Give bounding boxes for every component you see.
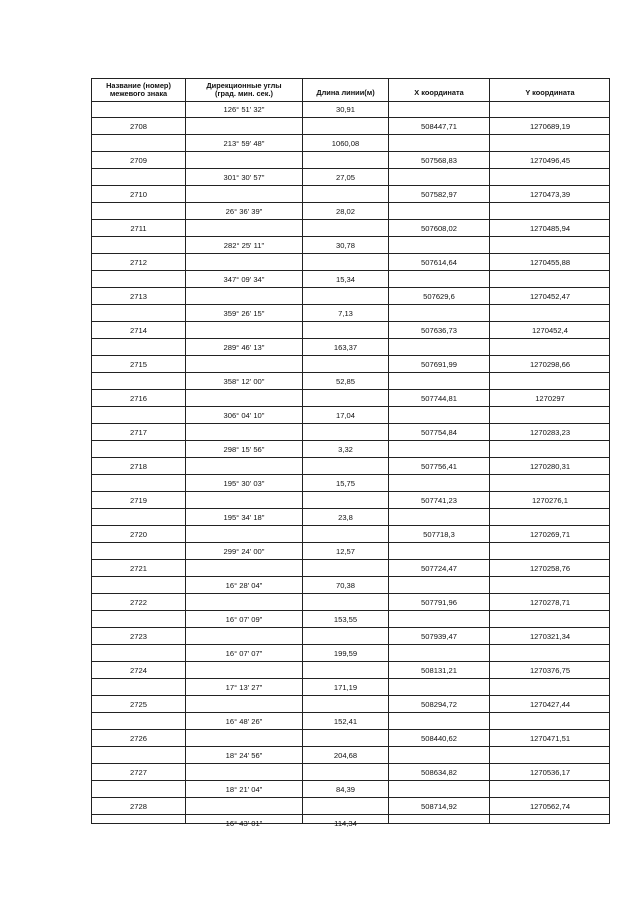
segment-row: [92, 305, 609, 322]
segment-row: [92, 781, 609, 798]
x-cell: 507791,96: [421, 597, 457, 607]
y-cell: 1270376,75: [529, 665, 571, 675]
point-name-cell: 2718: [130, 461, 147, 471]
point-name-cell: 2708: [130, 121, 147, 131]
point-name-cell: 2717: [130, 427, 147, 437]
angle-cell: 195° 30' 03": [223, 478, 265, 488]
y-cell: 1270536,17: [529, 767, 571, 777]
segment-row: [92, 441, 609, 458]
y-cell: 1270496,45: [529, 155, 571, 165]
point-row: [92, 152, 609, 169]
point-name-cell: 2709: [130, 155, 147, 165]
x-cell: 508714,92: [421, 801, 457, 811]
length-cell: 152,41: [333, 716, 358, 726]
length-cell: 27,05: [335, 172, 355, 182]
length-cell: 30,78: [335, 240, 355, 250]
x-cell: 507614,64: [421, 257, 457, 267]
length-cell: 3,32: [338, 444, 353, 454]
y-cell: 1270452,47: [529, 291, 571, 301]
segment-row: [92, 815, 609, 832]
point-name-cell: 2727: [130, 767, 147, 777]
x-cell: 508634,82: [421, 767, 457, 777]
length-cell: 204,68: [333, 750, 358, 760]
point-name-cell: 2715: [130, 359, 147, 369]
header-angle: Дирекционные углы (град. мин. сек.): [206, 81, 282, 98]
segment-row: [92, 169, 609, 186]
segment-row: [92, 407, 609, 424]
length-cell: 1060,08: [331, 138, 360, 148]
angle-cell: 16° 28' 04": [225, 580, 263, 590]
length-cell: 70,38: [335, 580, 355, 590]
y-cell: 1270321,34: [529, 631, 571, 641]
point-row: [92, 118, 609, 135]
x-cell: 507608,02: [421, 223, 457, 233]
length-cell: 15,75: [335, 478, 355, 488]
point-row: [92, 560, 609, 577]
length-cell: 163,37: [333, 342, 358, 352]
angle-cell: 213° 59' 48": [223, 138, 265, 148]
angle-cell: 299° 24' 00": [223, 546, 265, 556]
x-cell: 507939,47: [421, 631, 457, 641]
length-cell: 28,02: [335, 206, 355, 216]
segment-row: [92, 271, 609, 288]
segment-row: [92, 135, 609, 152]
point-name-cell: 2720: [130, 529, 147, 539]
point-name-cell: 2711: [130, 223, 147, 233]
angle-cell: 298° 15' 56": [223, 444, 265, 454]
x-cell: 508131,21: [421, 665, 457, 675]
angle-cell: 282° 25' 11": [223, 240, 265, 250]
point-row: [92, 254, 609, 271]
x-cell: 507754,84: [421, 427, 457, 437]
angle-cell: 16° 43' 01": [225, 818, 263, 828]
y-cell: 1270278,71: [529, 597, 571, 607]
y-cell: 1270473,39: [529, 189, 571, 199]
point-row: [92, 390, 609, 407]
length-cell: 114,34: [334, 818, 357, 828]
point-row: [92, 356, 609, 373]
y-cell: 1270452,4: [532, 325, 568, 335]
angle-cell: 359° 26' 15": [223, 308, 265, 318]
segment-row: [92, 713, 609, 730]
point-row: [92, 696, 609, 713]
x-cell: 507744,81: [421, 393, 457, 403]
segment-row: [92, 475, 609, 492]
angle-cell: 195° 34' 18": [223, 512, 265, 522]
angle-cell: 18° 24' 56": [225, 750, 263, 760]
x-cell: 508440,62: [421, 733, 457, 743]
x-cell: 507741,23: [421, 495, 457, 505]
x-cell: 507629,6: [423, 291, 455, 301]
y-cell: 1270298,66: [529, 359, 571, 369]
point-name-cell: 2725: [130, 699, 147, 709]
segment-row: [92, 237, 609, 254]
x-cell: 507724,47: [421, 563, 457, 573]
segment-row: [92, 101, 609, 118]
header-y: Y координата: [525, 88, 575, 97]
segment-row: [92, 577, 609, 594]
length-cell: 171,19: [333, 682, 358, 692]
y-cell: 1270297: [535, 393, 565, 403]
angle-cell: 347° 09' 34": [223, 274, 265, 284]
length-cell: 199,59: [333, 648, 358, 658]
point-name-cell: 2716: [130, 393, 147, 403]
x-cell: 508447,71: [421, 121, 457, 131]
x-cell: 507636,73: [421, 325, 457, 335]
angle-cell: 16° 48' 26": [225, 716, 263, 726]
point-name-cell: 2712: [130, 257, 147, 267]
length-cell: 12,57: [335, 546, 355, 556]
segment-row: [92, 373, 609, 390]
header-length: Длина линии(м): [316, 88, 375, 97]
y-cell: 1270562,74: [529, 801, 571, 811]
point-name-cell: 2713: [130, 291, 147, 301]
segment-row: [92, 645, 609, 662]
angle-cell: 16° 07' 09": [225, 614, 263, 624]
header-x: X координата: [414, 88, 464, 97]
segment-row: [92, 339, 609, 356]
point-name-cell: 2722: [130, 597, 147, 607]
x-cell: 507691,99: [421, 359, 457, 369]
y-cell: 1270455,88: [529, 257, 571, 267]
y-cell: 1270258,76: [529, 563, 571, 573]
length-cell: 23,8: [338, 512, 353, 522]
x-cell: 507582,97: [421, 189, 457, 199]
angle-cell: 301° 30' 57": [223, 172, 265, 182]
point-name-cell: 2721: [130, 563, 147, 573]
point-row: [92, 458, 609, 475]
segment-row: [92, 203, 609, 220]
length-cell: 153,55: [333, 614, 358, 624]
x-cell: 507718,3: [423, 529, 455, 539]
point-name-cell: 2714: [130, 325, 147, 335]
angle-cell: 126° 51' 32": [223, 104, 265, 114]
y-cell: 1270283,23: [529, 427, 571, 437]
x-cell: 507568,83: [421, 155, 457, 165]
angle-cell: 289° 46' 13": [223, 342, 265, 352]
angle-cell: 358° 12' 00": [223, 376, 265, 386]
point-row: [92, 186, 609, 203]
length-cell: 15,34: [335, 274, 355, 284]
point-row: [92, 730, 609, 747]
angle-cell: 16° 07' 07": [225, 648, 263, 658]
point-row: [92, 798, 609, 815]
angle-cell: 18° 21' 04": [225, 784, 263, 794]
point-row: [92, 424, 609, 441]
point-row: [92, 662, 609, 679]
point-row: [92, 764, 609, 781]
point-row: [92, 322, 609, 339]
x-cell: 507756,41: [421, 461, 457, 471]
y-cell: 1270280,31: [529, 461, 571, 471]
segment-row: [92, 509, 609, 526]
point-row: [92, 594, 609, 611]
length-cell: 84,39: [335, 784, 355, 794]
point-name-cell: 2719: [130, 495, 147, 505]
segment-row: [92, 611, 609, 628]
angle-cell: 306° 04' 10": [223, 410, 265, 420]
coordinates-table: [91, 78, 610, 828]
segment-row: [92, 679, 609, 696]
point-row: [92, 492, 609, 509]
length-cell: 52,85: [335, 376, 355, 386]
point-name-cell: 2728: [130, 801, 147, 811]
point-name-cell: 2724: [130, 665, 147, 675]
point-name-cell: 2710: [130, 189, 147, 199]
segment-row: [92, 543, 609, 560]
angle-cell: 17° 13' 27": [225, 682, 263, 692]
y-cell: 1270485,94: [529, 223, 571, 233]
point-row: [92, 628, 609, 645]
segment-row: [92, 747, 609, 764]
point-row: [92, 288, 609, 305]
point-row: [92, 526, 609, 543]
y-cell: 1270471,51: [529, 733, 571, 743]
x-cell: 508294,72: [421, 699, 457, 709]
length-cell: 17,04: [335, 410, 355, 420]
length-cell: 7,13: [338, 308, 353, 318]
length-cell: 30,91: [335, 104, 355, 114]
y-cell: 1270276,1: [532, 495, 568, 505]
header-point-name: Название (номер) межевого знака: [106, 81, 171, 98]
point-row: [92, 220, 609, 237]
angle-cell: 26° 36' 39": [225, 206, 263, 216]
y-cell: 1270427,44: [529, 699, 571, 709]
point-name-cell: 2723: [130, 631, 147, 641]
y-cell: 1270689,19: [529, 121, 571, 131]
point-name-cell: 2726: [130, 733, 147, 743]
y-cell: 1270269,71: [529, 529, 571, 539]
